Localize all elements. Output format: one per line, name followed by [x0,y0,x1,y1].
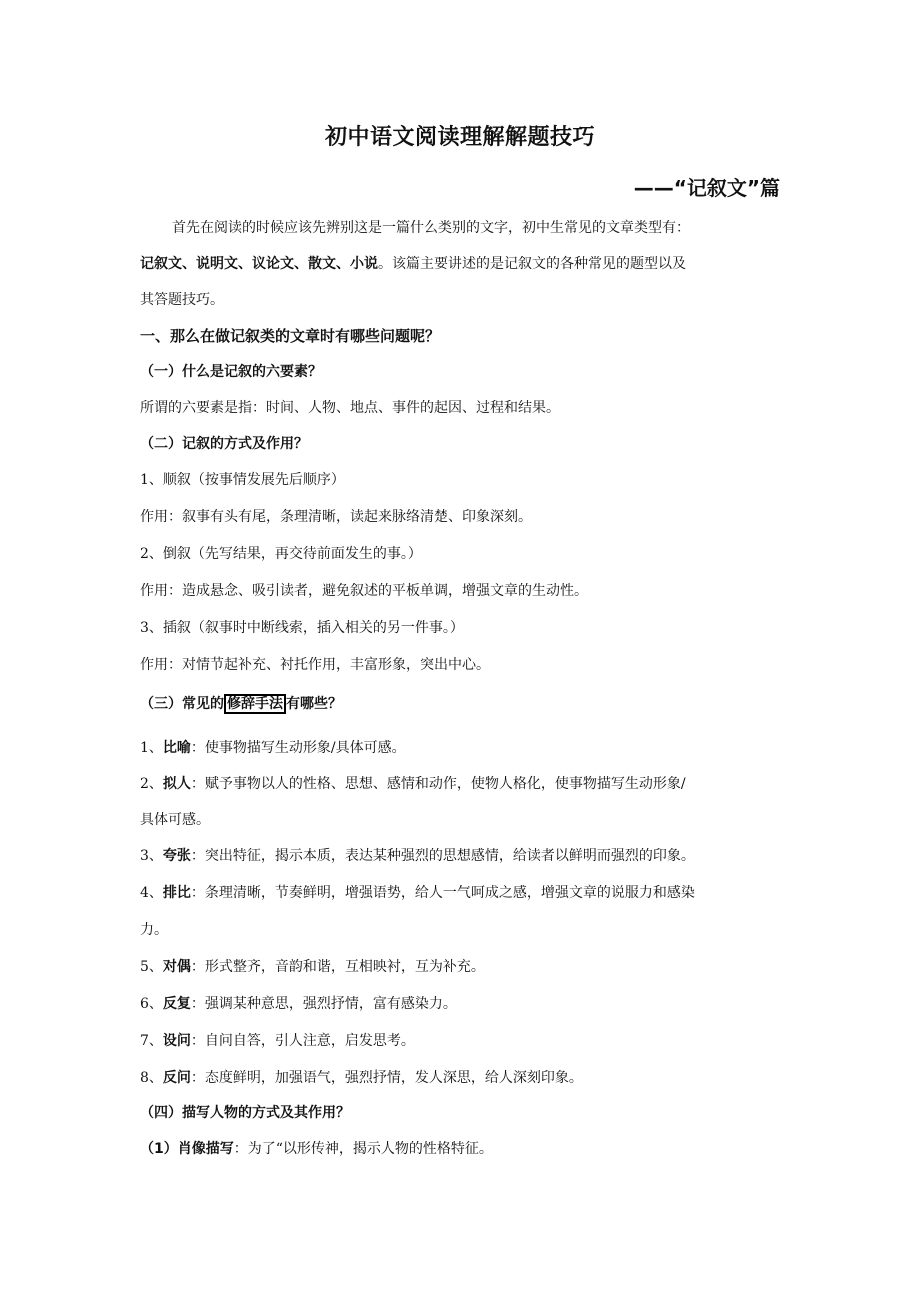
document-title: 初中语文阅读理解解题技巧 [324,125,595,150]
intro-line-3: 其答题技巧。 [140,292,224,308]
rhetoric-item: 1、比喻：使事物描写生动形象/具体可感。 [140,740,406,756]
sub1-text: 所谓的六要素是指：时间、人物、地点、事件的起因、过程和结果。 [140,400,560,416]
sub4-heading: （四）描写人物的方式及其作用？ [140,1105,350,1121]
article-types: 记叙文、说明文、议论文、散文、小说 [140,256,378,272]
rhetoric-item-continuation: 力。 [140,922,168,938]
narration-effect-1: 作用：叙事有头有尾，条理清晰，读起来脉络清楚、印象深刻。 [140,509,532,525]
narration-item-1: 1、顺叙（按事情发展先后顺序） [140,472,345,488]
sub3-heading: （三）常见的 修辞手法 有哪些？ [140,696,342,712]
rhetoric-item: 2、拟人：赋予事物以人的性格、思想、感情和动作，使物人格化，使事物描写生动形象/ [140,776,686,792]
rhetoric-item: 6、反复：强调某种意思，强烈抒情，富有感染力。 [140,996,457,1012]
portrait-description-item: （1）肖像描写：为了“以形传神，揭示人物的性格特征。 [140,1141,493,1157]
narration-item-2: 2、倒叙（先写结果，再交待前面发生的事。） [140,546,422,562]
section-1-heading: 一、那么在做记叙类的文章时有哪些问题呢？ [140,327,441,345]
intro-line-1: 首先在阅读的时候应该先辨别这是一篇什么类别的文字，初中生常见的文章类型有： [172,220,690,236]
narration-item-3: 3、插叙（叙事时中断线索，插入相关的另一件事。） [140,620,464,636]
rhetoric-item: 7、设问：自问自答，引人注意，启发思考。 [140,1033,415,1049]
rhetoric-item: 5、对偶：形式整齐，音韵和谐，互相映衬，互为补充。 [140,959,485,975]
sub1-heading: （一）什么是记叙的六要素？ [140,364,322,380]
intro-line-2: 记叙文、说明文、议论文、散文、小说。该篇主要讲述的是记叙文的各种常见的题型以及 [140,256,686,272]
rhetoric-item: 4、排比：条理清晰，节奏鲜明，增强语势，给人一气呵成之感，增强文章的说服力和感染 [140,885,695,901]
document-subtitle: ——“记叙文”篇 [633,176,780,200]
narration-effect-2: 作用：造成悬念、吸引读者，避免叙述的平板单调，增强文章的生动性。 [140,583,588,599]
sub2-heading: （二）记叙的方式及作用？ [140,436,308,452]
rhetoric-item-continuation: 具体可感。 [140,812,210,828]
rhetoric-boxed-term: 修辞手法 [224,694,286,714]
rhetoric-item: 8、反问：态度鲜明，加强语气，强烈抒情，发人深思，给人深刻印象。 [140,1070,583,1086]
rhetoric-item: 3、夸张：突出特征，揭示本质，表达某种强烈的思想感情，给读者以鲜明而强烈的印象。 [140,848,695,864]
narration-effect-3: 作用：对情节起补充、衬托作用，丰富形象，突出中心。 [140,657,490,673]
